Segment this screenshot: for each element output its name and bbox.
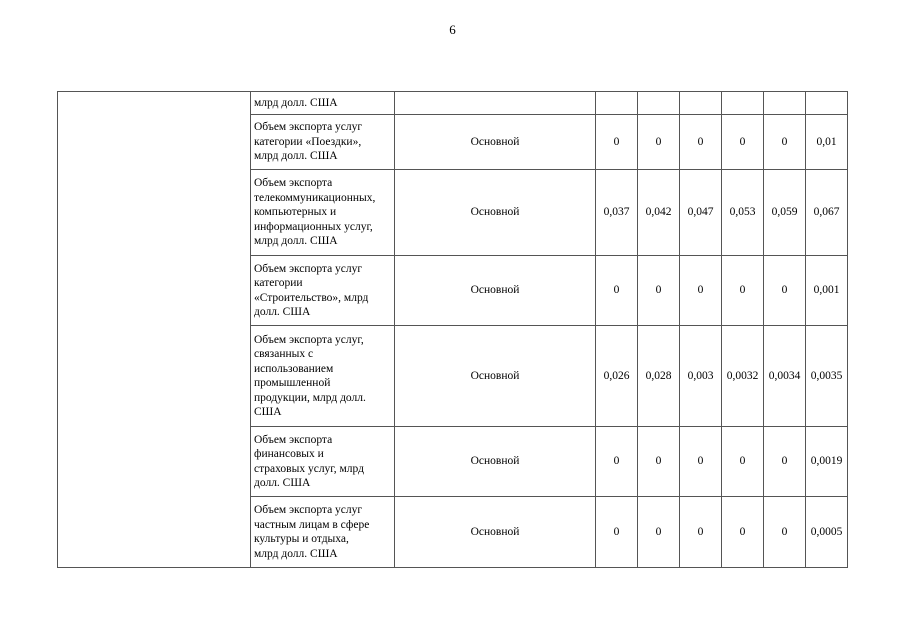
value-cell: 0,003 xyxy=(680,326,722,427)
indicator-line: телекоммуникационных, xyxy=(254,191,376,204)
value-cell: 0 xyxy=(722,427,764,497)
indicator-line: Объем экспорта услуг xyxy=(254,121,363,134)
indicator-line: промышленной xyxy=(254,377,331,389)
indicator-line: использованием xyxy=(254,362,334,375)
value-cell: 0 xyxy=(722,497,764,568)
indicator-cell xyxy=(251,326,395,427)
value-cell: 0,0032 xyxy=(722,326,764,427)
value-cell xyxy=(806,92,848,115)
indicator-line: категории «Поездки», xyxy=(254,135,362,148)
value-cell: 0 xyxy=(638,497,680,568)
indicator-line: информационных услуг, xyxy=(254,220,373,233)
value-cell: 0,053 xyxy=(722,170,764,256)
value-cell: 0 xyxy=(680,115,722,170)
value-cell: 0 xyxy=(680,497,722,568)
indicator-cell xyxy=(251,256,395,326)
indicator-line: связанных с xyxy=(254,348,314,360)
value-cell: 0 xyxy=(638,115,680,170)
indicator-line: млрд долл. США xyxy=(254,150,338,163)
indicator-line: Объем экспорта xyxy=(254,177,333,190)
value-cell: 0 xyxy=(680,256,722,326)
indicator-line: компьютерных и xyxy=(254,206,337,219)
scenario-cell: Основной xyxy=(395,427,596,497)
indicator-line: США xyxy=(254,406,282,418)
indicator-line: страховых услуг, млрд xyxy=(254,462,364,475)
value-cell: 0 xyxy=(638,256,680,326)
indicator-line: культуры и отдыха, xyxy=(254,533,349,545)
scenario-cell xyxy=(395,92,596,115)
value-cell: 0,0035 xyxy=(806,326,848,427)
value-cell: 0,0034 xyxy=(764,326,806,427)
table-body xyxy=(58,92,848,568)
value-cell: 0,047 xyxy=(680,170,722,256)
indicator-line: Объем экспорта услуг xyxy=(254,262,363,275)
indicator-line: Объем экспорта услуг, xyxy=(254,333,364,346)
indicator-line: млрд долл. США xyxy=(254,235,338,248)
value-cell: 0,0019 xyxy=(806,427,848,497)
indicator-line: млрд долл. США xyxy=(254,547,338,560)
indicator-line: долл. США xyxy=(254,477,311,489)
value-cell: 0 xyxy=(596,497,638,568)
value-cell: 0 xyxy=(764,497,806,568)
value-cell: 0,037 xyxy=(596,170,638,256)
indicator-line: категории xyxy=(254,277,303,289)
page-number: 6 xyxy=(449,22,456,37)
value-cell: 0,0005 xyxy=(806,497,848,568)
value-cell xyxy=(722,92,764,115)
value-cell: 0,028 xyxy=(638,326,680,427)
value-cell: 0 xyxy=(722,256,764,326)
indicator-cell xyxy=(251,427,395,497)
indicator-line: «Строительство», млрд xyxy=(254,291,369,304)
value-cell xyxy=(764,92,806,115)
value-cell: 0 xyxy=(680,427,722,497)
indicator-line: долл. США xyxy=(254,306,311,318)
value-cell: 0 xyxy=(638,427,680,497)
value-cell: 0,01 xyxy=(806,115,848,170)
continuation-row xyxy=(58,92,848,115)
value-cell: 0 xyxy=(764,256,806,326)
value-cell xyxy=(596,92,638,115)
scenario-cell: Основной xyxy=(395,326,596,427)
scenario-cell: Основной xyxy=(395,497,596,568)
scenario-cell: Основной xyxy=(395,256,596,326)
indicator-cell: млрд долл. США xyxy=(251,92,395,115)
value-cell: 0 xyxy=(764,427,806,497)
indicator-line: Объем экспорта xyxy=(254,433,333,446)
value-cell: 0 xyxy=(596,115,638,170)
value-cell: 0 xyxy=(596,427,638,497)
scenario-cell: Основной xyxy=(395,115,596,170)
value-cell xyxy=(680,92,722,115)
value-cell: 0,059 xyxy=(764,170,806,256)
indicator-line: финансовых и xyxy=(254,448,324,460)
value-cell: 0,001 xyxy=(806,256,848,326)
value-cell: 0,026 xyxy=(596,326,638,427)
scenario-cell: Основной xyxy=(395,170,596,256)
merged-left-cell xyxy=(58,92,251,568)
value-cell: 0,067 xyxy=(806,170,848,256)
value-cell: 0 xyxy=(764,115,806,170)
value-cell: 0,042 xyxy=(638,170,680,256)
value-cell: 0 xyxy=(722,115,764,170)
indicator-line: частным лицам в сфере xyxy=(254,518,370,531)
indicator-cell xyxy=(251,170,395,256)
value-cell: 0 xyxy=(596,256,638,326)
value-cell xyxy=(638,92,680,115)
indicators-table xyxy=(57,91,848,568)
indicator-cell xyxy=(251,497,395,568)
indicator-cell xyxy=(251,115,395,170)
indicator-line: Объем экспорта услуг xyxy=(254,504,363,516)
indicator-line: продукции, млрд долл. xyxy=(254,391,366,404)
